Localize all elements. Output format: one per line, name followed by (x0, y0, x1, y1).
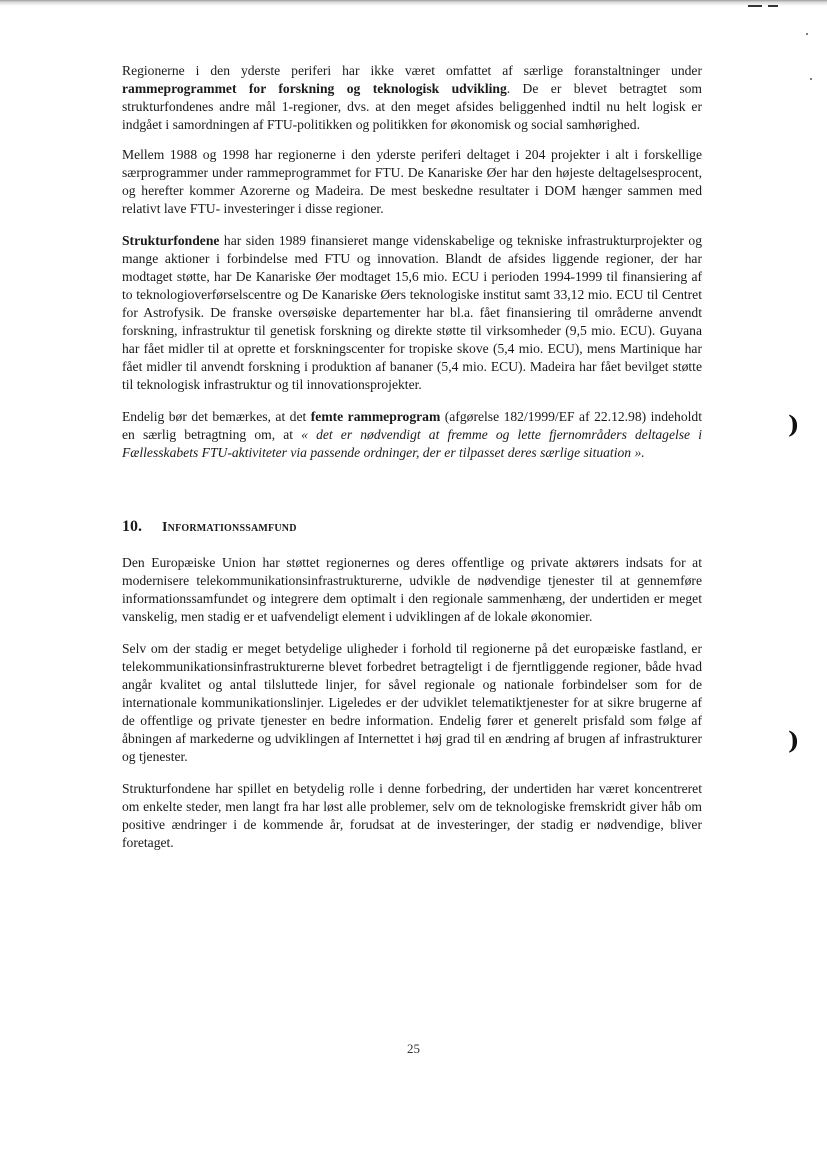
paragraph-eu-support: Den Europæiske Union har støttet regionernes og deres offentlige og private aktørers indsats for at modernisere telekommunikationsinfrastrukturerne, udvikle de nødvendige tjenester til at gennemføre informationssamfundet og integrere dem optimalt i den regionale sammenhæng, der undertiden er meget vanskelig, men stadig er et uafvendeligt element i udviklingen af de lokale økonomier. (122, 555, 702, 624)
page-body (122, 62, 702, 852)
paragraph-text: Regionerne i den yderste periferi har ikke været omfattet af særlige foranstaltninger under (122, 63, 702, 78)
paragraph-strukturfondene (122, 232, 702, 394)
section-title: Informationssamfund (162, 520, 297, 535)
margin-bracket-mark: ) (788, 410, 800, 439)
page-number: 25 (407, 1041, 420, 1056)
paragraph-text: Endelig bør det bemærkes, at det (122, 409, 311, 424)
scan-dot (806, 33, 808, 35)
bold-term: femte rammeprogram (310, 409, 441, 424)
section-heading (122, 518, 702, 536)
bold-term: rammeprogrammet for forskning og teknologisk udvikling (122, 81, 507, 96)
quoted-text: « det er nødvendigt at fremme og lette fjernområders deltagelse i Fællesskabets FTU-aktiviteter via passende ordninger, der er tilpasset deres særlige situation ». (122, 427, 702, 460)
scan-mark (748, 5, 762, 7)
margin-bracket-mark: ) (788, 726, 800, 755)
scan-mark (768, 5, 778, 7)
paragraph-text: . De er blevet betragtet som strukturfondenes andre mål 1-regioner, dvs. at den meget afsides beliggenhed indtil nu helt logisk er indgået i samordningen af FTU-politikken og politikken for økonomisk og social samhørighed. (122, 81, 702, 132)
paragraph-inequalities: Selv om der stadig er meget betydelige uligheder i forhold til regionerne på det europæiske fastland, er telekommunikationsinfrastrukturerne blevet forbedret betragteligt i de fjerntliggende regioner, både hvad angår kvalitet og antal tilsluttede linjer, for såvel regionale og nationale forbindelser som for de internationale kommunikationslinjer. Ligeledes er der udviklet telematiktjenester for at sikre brugerne af de offentlige og private tjenester en bedre information. Endelig fører et generelt prisfald som følge af åbningen af markederne og udviklingen af Internettet i høj grad til en ændring af brugen af infrastrukturer og tjenester. (122, 641, 702, 764)
paragraph-text: har siden 1989 finansieret mange videnskabelige og tekniske infrastrukturprojekter og mange aktioner i forbindelse med FTU og innovation. Blandt de afsides liggende regioner, der har modtaget støtte, har De Kanariske Øer modtaget 15,6 mio. ECU i perioden 1994-1999 til finansiering af to teknologioverførselscentre og De Kanariske Øers teknologiske institut samt 33,12 mio. ECU til Centret for Astrofysik. De franske oversøiske departementer har bl.a. fået finansiering til områderne anvendt forskning, infrastruktur til genetisk forskning og direkte støtte til virksomheder (9,5 mio. ECU). Guyana har fået midler til at oprette et forskningscenter for tropiske skove (5,4 mio. ECU), mens Martinique har fået midler til anvendt forskning i produktion af bananer (5,4 mio. ECU). Madeira har fået bevilget støtte til teknologisk infrastruktur og til innovationsprojekter. (122, 233, 702, 392)
bold-term: Strukturfondene (122, 233, 220, 248)
scan-dot (810, 78, 812, 80)
paragraph-femte-rammeprogram (122, 408, 702, 462)
paragraph-projects: Mellem 1988 og 1998 har regionerne i den yderste periferi deltaget i 204 projekter i alt i forskellige særprogrammer under rammeprogrammet for FTU. De Kanariske Øer har den højeste deltagelsesprocent, og herefter kommer Azorerne og Madeira. De mest beskedne resultater i DOM hænger sammen med relativt lave FTU- investeringer i disse regioner. (122, 147, 702, 216)
paragraph-text: (afgørelse 182/1999/EF af 22.12.98) indeholdt en særlig betragtning om, at (122, 409, 702, 442)
paragraph-structural-funds-role: Strukturfondene har spillet en betydelig rolle i denne forbedring, der undertiden har været koncentreret om enkelte steder, men langt fra har løst alle problemer, selv om de teknologiske fremskridt giver håb om positive ændringer i de kommende år, forudsat at de investeringer, der stadig er nødvendige, bliver foretaget. (122, 781, 702, 850)
section-number: 10. (122, 518, 142, 535)
scan-top-edge (0, 0, 827, 6)
paragraph-rammeprogram (122, 62, 702, 134)
